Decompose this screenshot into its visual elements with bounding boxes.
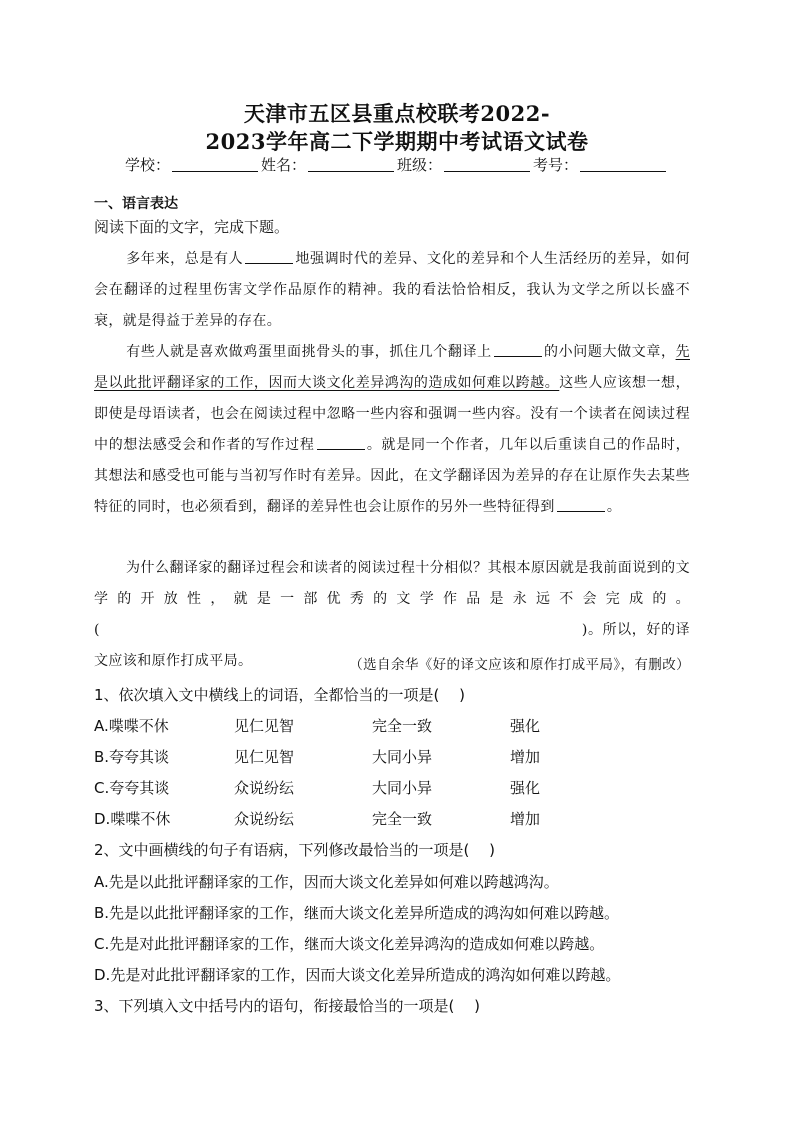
- passage-paragraph-2: 有些人就是喜欢做鸡蛋里面挑骨头的事，抓住几个翻译上 的小问题大做文章，先是以此批评翻译家的工作，因而大谈文化差异鸿沟的造成如何难以跨越。这些人应该想一想，即使是母语读者，也会在阅读过程中忽略一些内容和强调一些内容。没有一个读者在阅读过程中的想法感受会和作者的写作过程 。就是同一个作者，几年以后重读自己的作品时，其想法和感受也可能与当初写作时有差异。因此，在文学翻译因为差异的存在让原作失去某些特征的同时，也必须看到，翻译的差异性也会让原作的另外一些特征得到 。: [94, 344, 690, 515]
- q2-option-b[interactable]: B.先是以此批评翻译家的工作，继而大谈文化差异所造成的鸿沟如何难以跨越。: [94, 904, 620, 922]
- exam-title-line2: 2023学年高二下学期期中考试语文试卷: [205, 129, 589, 154]
- passage-paragraph-3: 为什么翻译家的翻译过程会和读者的阅读过程十分相似？其根本原因就是我前面说到的文学的开放性，就是一部优秀的文学作品是永远不会完成的。( )。所以，好的译文应该和原作打成平局。: [94, 560, 690, 669]
- exam-title-line1: 天津市五区县重点校联考2022-: [243, 101, 551, 126]
- q2-option-a[interactable]: A.先是以此批评翻译家的工作，因而大谈文化差异如何难以跨越鸿沟。: [94, 873, 559, 891]
- section-heading: 一、语言表达: [94, 196, 178, 212]
- exam-no-label: 考号：: [533, 156, 579, 174]
- q2-option-d[interactable]: D.先是对此批评翻译家的工作，因而大谈文化差异所造成的鸿沟如何难以跨越。: [94, 966, 621, 984]
- fill-blank-4: [557, 499, 605, 512]
- question-1-stem: 1、依次填入文中横线上的词语，全都恰当的一项是( ): [94, 686, 466, 704]
- passage-paragraph-1: 多年来，总是有人 地强调时代的差异、文化的差异和个人生活经历的差异，如何会在翻译的过程里伤害文学作品原作的精神。我的看法恰恰相反，我认为文学之所以长盛不衰，就是得益于差异的存在。: [94, 251, 690, 329]
- name-label: 姓名：: [260, 156, 306, 174]
- q1-option-c[interactable]: C.夸夸其谈 众说纷纭 大同小异 强化: [94, 779, 541, 797]
- question-2-stem: 2、文中画横线的句子有语病，下列修改最恰当的一项是( ): [94, 841, 496, 859]
- q2-option-c[interactable]: C.先是对此批评翻译家的工作，继而大谈文化差异鸿沟的造成如何难以跨越。: [94, 935, 605, 953]
- q1-option-a[interactable]: A.喋喋不休 见仁见智 完全一致 强化: [94, 717, 541, 735]
- fill-blank-3: [317, 437, 365, 450]
- q1-option-d[interactable]: D.喋喋不休 众说纷纭 完全一致 增加: [94, 810, 541, 828]
- name-blank: [308, 157, 394, 172]
- passage-source: （选自余华《好的译文应该和原作打成平局》，有删改）: [349, 657, 690, 673]
- q1-option-b[interactable]: B.夸夸其谈 见仁见智 大同小异 增加: [94, 748, 541, 766]
- fill-blank-1: [245, 251, 293, 264]
- fill-blank-2: [494, 344, 542, 357]
- school-blank: [172, 157, 258, 172]
- student-info-line: [0, 154, 794, 175]
- school-label: 学校：: [124, 156, 170, 174]
- reading-instruction: 阅读下面的文字，完成下题。: [94, 218, 290, 236]
- class-label: 班级：: [397, 156, 443, 174]
- underlined-sentence: 先是以此批评翻译家的工作，因而大谈文化差异鸿沟的造成如何难以跨越。: [94, 344, 690, 391]
- question-3-stem: 3、下列填入文中括号内的语句，衔接最恰当的一项是( ): [94, 997, 481, 1015]
- class-blank: [444, 157, 530, 172]
- exam-no-blank: [580, 157, 666, 172]
